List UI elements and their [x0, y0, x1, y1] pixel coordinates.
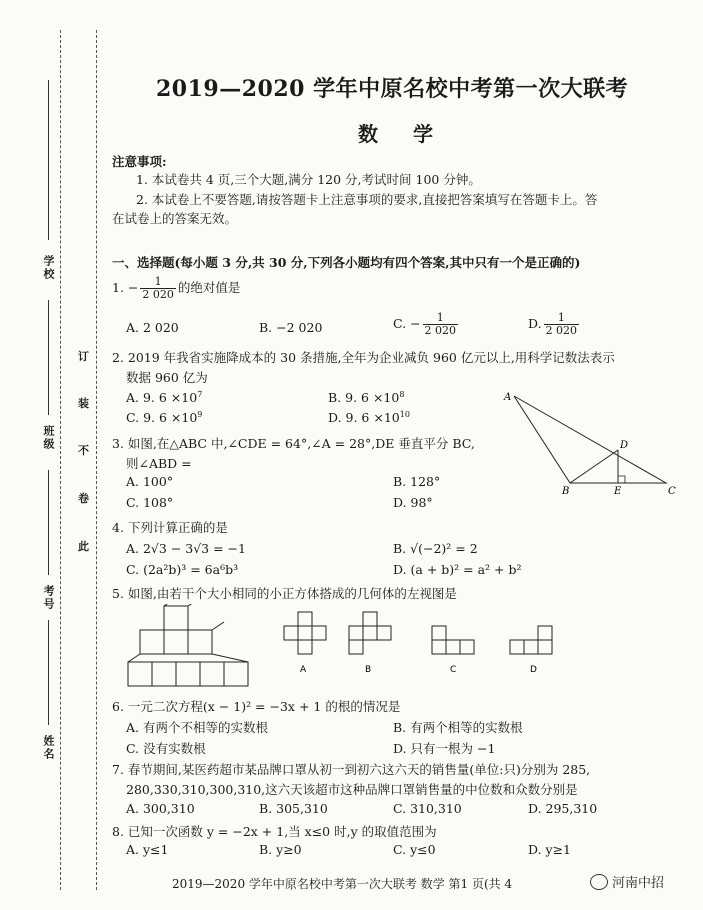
q7-option-b: B. 305,310 — [259, 801, 328, 816]
seal-char-2: 卷 — [78, 492, 89, 505]
q2-option-b — [328, 390, 404, 405]
section-heading: 一、选择题(每小题 3 分,共 30 分,下列各小题均有四个答案,其中只有一个是正确的) — [112, 255, 581, 270]
q1-frac-num: 1 — [140, 276, 176, 289]
q2-stem-line1: 2. 2019 年我省实施降成本的 30 条措施,全年为企业减负 960 亿元以上,用科学记数法表示 — [112, 350, 615, 365]
q1-c-den: 2 020 — [424, 324, 457, 337]
q4-option-b: B. √(−2)² = 2 — [393, 541, 478, 556]
margin-school-label: 学校 — [42, 255, 55, 281]
q7-option-c: C. 310,310 — [393, 801, 462, 816]
subject-title: 数 学 — [358, 122, 447, 146]
q4-option-c: C. (2a²b)³ = 6a⁶b³ — [126, 562, 239, 577]
notice-item-2-cont: 在试卷上的答案无效。 — [112, 211, 238, 226]
q8-option-b: B. y≥0 — [259, 842, 302, 857]
q2-a-exp: 7 — [197, 390, 203, 399]
q3-label-a: A — [504, 392, 512, 403]
q1-c-fraction — [423, 312, 459, 337]
q2-b-exp: 8 — [399, 390, 405, 399]
q2-option-a — [126, 390, 202, 405]
page-footer: 2019—2020 学年中原名校中考第一次大联考 数学 第1 页(共 4 — [172, 877, 513, 891]
wechat-icon — [590, 874, 608, 890]
q3-triangle-figure — [500, 388, 690, 498]
q1-option-a: A. 2 020 — [126, 320, 179, 335]
q2-a-base: A. 9. 6 ×10 — [126, 390, 198, 406]
q3-option-c: C. 108° — [126, 495, 174, 510]
name-blank-line — [48, 620, 50, 725]
q2-c-base: C. 9. 6 ×10 — [126, 410, 198, 426]
q2-d-base: D. 9. 6 ×10 — [328, 410, 400, 426]
q1-option-c — [393, 312, 460, 337]
q1-d-num: 1 — [544, 312, 580, 325]
binding-line — [60, 30, 61, 890]
q1-d-den: 2 020 — [545, 324, 578, 337]
q7-option-a: A. 300,310 — [126, 801, 195, 816]
q5-option-b-figure — [345, 610, 405, 680]
q5-option-a-figure — [280, 610, 340, 680]
q6-stem: 6. 一元二次方程(x − 1)² = −3x + 1 的根的情况是 — [112, 699, 401, 714]
q1-stem-text: 的绝对值是 — [177, 280, 241, 295]
q6-option-d: D. 只有一根为 −1 — [393, 741, 496, 756]
seal-char-5: 订 — [78, 350, 89, 363]
q1-option-b: B. −2 020 — [259, 320, 323, 335]
q1-c-num: 1 — [423, 312, 459, 325]
page-title: 2019—2020 学年中原名校中考第一次大联考 — [156, 76, 629, 102]
q3-label-c: C — [668, 486, 676, 497]
q4-option-d: D. (a + b)² = a² + b² — [393, 562, 522, 577]
q5-label-a: A — [300, 665, 307, 675]
q5-cube-solid-figure — [124, 604, 264, 699]
q2-b-base: B. 9. 6 ×10 — [328, 390, 400, 406]
q1-num: 1. — [112, 280, 124, 295]
q3-option-a: A. 100° — [126, 474, 174, 489]
seal-char-1: 此 — [78, 540, 89, 553]
q6-option-c: C. 没有实数根 — [126, 741, 206, 756]
seal-char-4: 装 — [78, 397, 89, 410]
q6-option-a: A. 有两个不相等的实数根 — [126, 720, 268, 735]
q2-d-exp: 10 — [399, 410, 410, 419]
q3-stem-line2: 则∠ABD = — [126, 456, 192, 471]
q8-option-d: D. y≥1 — [528, 842, 572, 857]
q4-stem: 4. 下列计算正确的是 — [112, 520, 228, 535]
q3-stem-line1: 3. 如图,在△ABC 中,∠CDE = 64°,∠A = 28°,DE 垂直平分 BC, — [112, 436, 475, 451]
q7-stem-line1: 7. 春节期间,某医药超市某品牌口罩从初一到初六这六天的销售量(单位:只)分别为 285, — [112, 762, 591, 777]
q3-option-b: B. 128° — [393, 474, 441, 489]
seal-char-3: 不 — [78, 444, 89, 457]
q5-label-d: D — [530, 665, 537, 675]
q8-option-c: C. y≤0 — [393, 842, 436, 857]
q1-neg: − — [127, 280, 139, 295]
margin-examno-label: 考号 — [42, 585, 55, 611]
q1-frac-den: 2 020 — [142, 288, 174, 301]
margin-class-label: 班级 — [42, 425, 55, 451]
q6-option-b: B. 有两个相等的实数根 — [393, 720, 523, 735]
margin-name-label: 姓名 — [42, 735, 55, 761]
q3-label-b: B — [562, 486, 570, 497]
q1-d-prefix: D. — [528, 316, 542, 331]
q1-c-prefix: C. − — [393, 316, 421, 331]
q5-label-c: C — [450, 665, 457, 675]
q8-stem: 8. 已知一次函数 y = −2x + 1,当 x≤0 时,y 的取值范围为 — [112, 824, 437, 839]
watermark-text: 河南中招 — [612, 876, 665, 891]
q5-option-d-figure — [506, 610, 576, 680]
q1-option-d — [528, 312, 581, 337]
q8-option-a: A. y≤1 — [126, 842, 169, 857]
q7-stem-line2: 280,330,310,300,310,这六天该超市这种品牌口罩销售量的中位数和众数分别是 — [126, 782, 578, 797]
q1-stem — [112, 276, 240, 301]
watermark — [590, 872, 664, 891]
q3-option-d: D. 98° — [393, 495, 433, 510]
class-blank-line — [48, 300, 50, 415]
notice-item-2: 2. 本试卷上不要答题,请按答题卡上注意事项的要求,直接把答案填写在答题卡上。答 — [136, 192, 598, 207]
q5-stem: 5. 如图,由若干个大小相同的小正方体搭成的几何体的左视图是 — [112, 586, 457, 601]
notice-heading: 注意事项: — [112, 154, 167, 169]
binding-line-inner — [96, 30, 97, 890]
q2-stem-line2: 数据 960 亿为 — [126, 370, 208, 385]
q3-label-d: D — [620, 440, 629, 451]
q4-option-a: A. 2√3 − 3√3 = −1 — [126, 541, 246, 556]
q2-c-exp: 9 — [197, 410, 203, 419]
notice-item-1: 1. 本试卷共 4 页,三个大题,满分 120 分,考试时间 100 分钟。 — [136, 172, 481, 187]
q2-option-d — [328, 410, 410, 425]
q5-option-c-figure — [428, 610, 498, 680]
q3-label-e: E — [614, 486, 622, 497]
q1-fraction — [140, 276, 176, 301]
examno-blank-line — [48, 470, 50, 575]
q5-label-b: B — [365, 665, 372, 675]
school-blank-line — [48, 80, 50, 240]
q1-d-fraction — [544, 312, 580, 337]
q7-option-d: D. 295,310 — [528, 801, 598, 816]
q2-option-c — [126, 410, 202, 425]
